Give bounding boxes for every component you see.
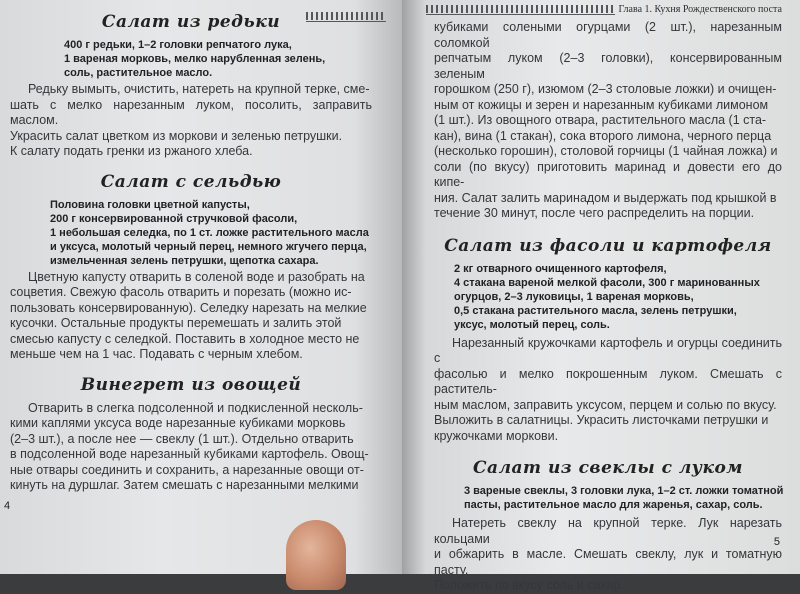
right-page	[402, 0, 800, 592]
recipe-instructions	[434, 336, 782, 445]
thumb-photo	[286, 520, 346, 590]
recipe-radish-salad	[10, 12, 372, 160]
text-line: фасолью и мелко покрошенным луком. Смешать с раститель-	[434, 366, 782, 396]
text-line: соли (по вкусу) приготовить маринад и довести его до кипе-	[434, 159, 782, 189]
text-line: Натереть свеклу на крупной терке. Лук нарезать кольцами	[434, 516, 782, 546]
recipe-title: Салат из свеклы с луком	[473, 458, 743, 478]
ingredient-line: 1 небольшая селедка, по 1 ст. ложке растительного масла	[50, 226, 369, 239]
text-line: течение 30 минут, после чего распределить на порции.	[434, 206, 755, 220]
page-number: 5	[773, 536, 780, 548]
text-line: шать с мелко нарезанным луком, посолить, заправить маслом.	[10, 97, 372, 127]
ingredient-line: соль, растительное масло.	[64, 67, 213, 79]
running-header	[426, 2, 782, 16]
ingredients-list	[64, 38, 372, 80]
recipe-instructions	[10, 401, 372, 494]
text-line: ным маслом, заправить уксусом, перцем и солью по вкусу.	[434, 397, 777, 412]
ingredients-list	[50, 198, 372, 268]
ingredient-line: Половина головки цветной капусты,	[50, 198, 250, 211]
header-ornament	[306, 10, 386, 22]
ingredients-list	[454, 262, 782, 332]
text-line: пользовать консервированную). Селедку нарезать на мелкие	[10, 300, 367, 315]
text-line: Нарезанный кружочками картофель и огурцы соединить с	[434, 335, 782, 365]
text-line: соцветия. Свежую фасоль отварить и порезать (можно ис-	[10, 285, 352, 299]
recipe-bean-potato-salad	[434, 236, 782, 445]
text-line: в подсоленной воде нарезанный кубиками картофель. Овощ-	[10, 447, 369, 461]
ingredient-line: 4 стакана вареной мелкой фасоли, 300 г маринованных	[454, 276, 760, 289]
text-line: репчатым луком (2–3 головки), консервированным зеленым	[434, 51, 782, 81]
text-line: (2–3 шт.), а после нее — свеклу (1 шт.). Отдельно отварить	[10, 431, 354, 446]
ingredient-line: 0,5 стакана растительного масла, зелень петрушки,	[454, 304, 737, 317]
recipe-beet-onion-salad	[434, 458, 782, 594]
text-line: горошком (250 г), изюмом (2–3 столовые ложки) и очищен-	[434, 82, 777, 96]
ingredient-line: 1 вареная морковь, мелко нарубленная зелень,	[64, 53, 326, 65]
text-line: ния. Салат залить маринадом и выдержать под крышкой в	[434, 190, 777, 205]
ingredient-line: огурцов, 2–3 луковицы, 1 вареная морковь,	[454, 290, 694, 303]
continuation-text	[434, 20, 782, 222]
ingredient-line: 400 г редьки, 1–2 головки репчатого лука,	[64, 39, 292, 51]
text-line: Украсить салат цветком из моркови и зеленью петрушки.	[10, 128, 343, 143]
ingredient-line: и уксуса, молотый черный перец, немного жгучего перца,	[50, 240, 367, 253]
recipe-title: Салат из редьки	[101, 12, 281, 32]
text-line: К салату подать гренки из ржаного хлеба.	[10, 144, 253, 158]
ingredient-line: измельченная зелень петрушки, щепотка сахара.	[50, 254, 319, 267]
ingredient-line: уксус, молотый перец, соль.	[454, 318, 610, 331]
header-ornament	[426, 3, 615, 15]
ingredients-list	[464, 484, 782, 512]
text-line: кими каплями уксуса воде нарезанные кубиками морковь	[10, 416, 346, 430]
text-line: (1 шт.). Из овощного отвара, растительного масла (1 ста-	[434, 113, 767, 127]
recipe-title: Винегрет из овощей	[80, 374, 302, 395]
page-number: 4	[4, 500, 11, 512]
recipe-vegetable-vinaigrette	[10, 375, 372, 494]
text-line: кружочками моркови.	[434, 428, 559, 443]
text-line: Редьку вымыть, очистить, натереть на крупной терке, сме-	[28, 82, 370, 96]
text-line: кинуть на дуршлаг. Затем смешать с нарезанными мелкими	[10, 478, 359, 492]
text-line: кусочки. Остальные продукты перемешать и залить этой	[10, 316, 342, 330]
text-line: меньше чем на 1 час. Подавать с черным хлебом.	[10, 347, 303, 361]
text-line: Отварить в слегка подсоленной и подкисленной несколь-	[28, 400, 363, 415]
text-line: Положить по вкусу соль и сахар.	[434, 578, 624, 592]
text-line: и обжарить в масле. Смешать свеклу, лук и томатную пасту.	[434, 547, 782, 577]
ingredient-line: пасты, растительное масло для жаренья, сахар, соль.	[464, 499, 763, 511]
ingredient-line: 2 кг отварного очищенного картофеля,	[454, 262, 667, 275]
text-line: смесью капусту с селедкой. Поставить в холодное место не	[10, 331, 360, 346]
text-line: (несколько горошин), столовой горчицы (1 чайная ложка) и	[434, 144, 778, 158]
text-line: кубиками солеными огурцами (2 шт.), нарезанным соломкой	[434, 20, 782, 50]
left-page	[0, 0, 402, 574]
text-line: Выложить в салатницы. Украсить листочками петрушки и	[434, 413, 769, 427]
chapter-title: Глава 1. Кухня Рождественского поста	[618, 3, 782, 15]
text-line: кан), вина (1 стакан), сока второго лимона, черного перца	[434, 128, 772, 143]
recipe-instructions	[10, 270, 372, 363]
recipe-instructions	[434, 516, 782, 594]
text-line: Цветную капусту отварить в соленой воде и разобрать на	[28, 269, 365, 284]
recipe-title: Салат из фасоли и картофеля	[444, 235, 772, 256]
text-line: ным от кожицы и зерен и нарезанным кубиками лимоном	[434, 97, 769, 112]
recipe-instructions	[10, 82, 372, 160]
ingredient-line: 3 вареные свеклы, 3 головки лука, 1–2 ст. ложки томатной	[464, 485, 784, 497]
recipe-title: Салат с сельдью	[100, 171, 282, 192]
ingredient-line: 200 г консервированной стручковой фасоли,	[50, 212, 298, 225]
text-line: ные отвары соединить и сохранить, а нарезанные овощи от-	[10, 462, 364, 477]
recipe-herring-salad	[10, 172, 372, 363]
